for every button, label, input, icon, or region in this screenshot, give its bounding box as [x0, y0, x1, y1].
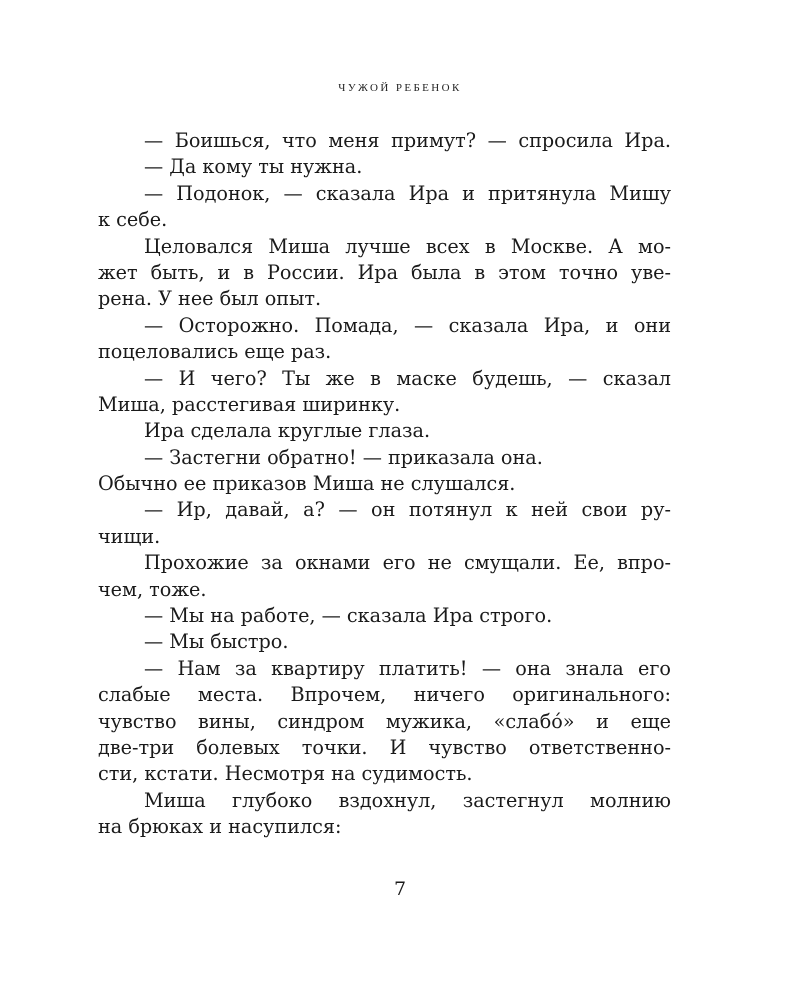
text-line: слабые места. Впрочем, ничего оригинального: — [98, 683, 671, 707]
text-line: чищи. — [98, 524, 161, 548]
text-line: — Застегни обратно! — приказала она. — [144, 445, 543, 469]
text-line: — И чего? Ты же в маске будешь, — сказал — [144, 366, 671, 390]
text-line: к себе. — [98, 208, 168, 232]
body-text — [98, 128, 671, 841]
running-head: ЧУЖОЙ РЕБЕНОК — [338, 82, 462, 94]
text-line: — Да кому ты нужна. — [144, 155, 363, 179]
text-line: — Мы на работе, — сказала Ира строго. — [144, 604, 553, 628]
text-line: — Мы быстро. — [144, 630, 289, 654]
text-line: Обычно ее приказов Миша не слушался. — [98, 472, 516, 496]
text-line: поцеловались еще раз. — [98, 340, 332, 364]
text-line: Целовался Миша лучше всех в Москве. А мо- — [144, 234, 671, 258]
text-line: две-три болевых точки. И чувство ответственно- — [98, 735, 671, 759]
text-line: на брюках и насупился: — [98, 815, 342, 839]
text-line: Миша, расстегивая ширинку. — [98, 392, 401, 416]
text-line: чувство вины, синдром мужика, «слабо́» и еще — [98, 709, 671, 733]
text-line: сти, кстати. Несмотря на судимость. — [98, 762, 473, 786]
text-line: Прохожие за окнами его не смущали. Ее, впро- — [144, 551, 671, 575]
text-line: — Нам за квартиру платить! — она знала его — [144, 656, 671, 680]
text-line: рена. У нее был опыт. — [98, 287, 322, 311]
text-line: — Осторожно. Помада, — сказала Ира, и они — [144, 313, 671, 337]
text-line: чем, тоже. — [98, 577, 207, 601]
text-line: — Подонок, — сказала Ира и притянула Мишу — [144, 181, 671, 205]
text-line: Миша глубоко вздохнул, застегнул молнию — [144, 788, 671, 812]
text-line: жет быть, и в России. Ира была в этом точно уве- — [98, 260, 671, 284]
text-line: — Боишься, что меня примут? — спросила Ира. — [144, 129, 671, 152]
page-number: 7 — [393, 878, 407, 900]
text-line: — Ир, давай, а? — он потянул к ней свои ру- — [144, 498, 671, 522]
text-line: Ира сделала круглые глаза. — [144, 419, 431, 443]
